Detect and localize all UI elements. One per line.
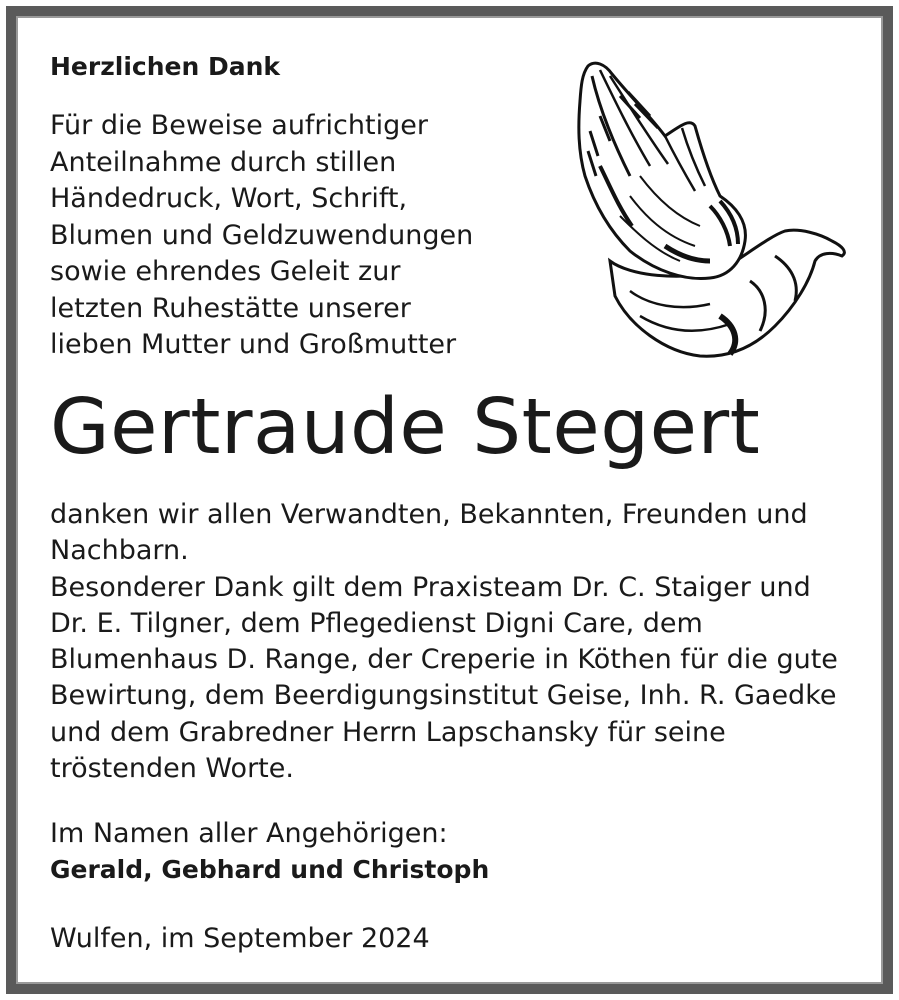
intro-line: Für die Beweise aufrichtiger: [50, 110, 428, 141]
intro-line: lieben Mutter und Großmutter: [50, 329, 457, 360]
thanks-text: [50, 497, 860, 787]
body-line: Besonderer Dank gilt dem Praxisteam Dr. C. Staiger und: [50, 571, 811, 603]
intro-line: letzten Ruhestätte unserer: [50, 292, 411, 324]
body-line: tröstenden Worte.: [50, 753, 294, 785]
body-line: Dr. E. Tilgner, dem Pflegedienst Digni Care, dem: [50, 607, 703, 639]
body-line: Nachbarn.: [50, 535, 189, 567]
body-line: und dem Grabredner Herrn Lapschansky für seine: [50, 716, 726, 748]
signature-names: Gerald, Gebhard und Christoph: [50, 855, 490, 884]
notice-heading: Herzlichen Dank: [50, 52, 281, 81]
praying-hands-icon: [570, 56, 855, 361]
body-line: Bewirtung, dem Beerdigungsinstitut Geise, Inh. R. Gaedke: [50, 680, 837, 712]
intro-text: [50, 108, 570, 364]
intro-line: Blumen und Geldzuwendungen: [50, 219, 474, 251]
place-date: Wulfen, im September 2024: [50, 923, 430, 954]
intro-line: sowie ehrendes Geleit zur: [50, 256, 401, 287]
intro-line: Händedruck, Wort, Schrift,: [50, 183, 408, 214]
body-line: Blumenhaus D. Range, der Creperie in Köthen für die gute: [50, 644, 838, 676]
intro-line: Anteilnahme durch stillen: [50, 146, 397, 178]
signature-label: Im Namen aller Angehörigen:: [50, 818, 448, 849]
deceased-name: Gertraude Stegert: [50, 383, 761, 472]
body-line: danken wir allen Verwandten, Bekannten, Freunden und: [50, 499, 808, 530]
